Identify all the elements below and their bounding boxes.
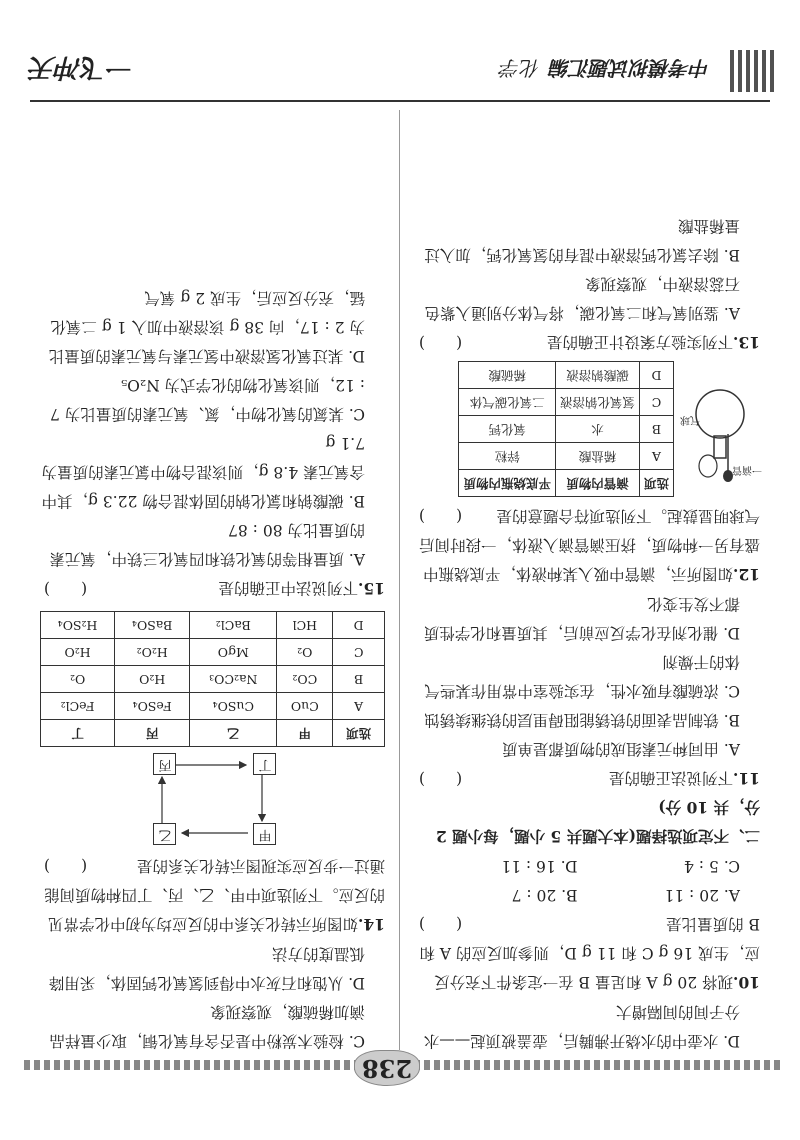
table-cell: CuO: [277, 693, 333, 720]
q10-option-a: A. 20 : 11: [664, 886, 740, 904]
q12-table: [458, 361, 674, 497]
page-number-badge: [354, 1050, 420, 1086]
node-jia: 甲: [253, 823, 276, 845]
q15-paren: ( ): [44, 580, 88, 598]
q10-option-b: B. 20 : 7: [511, 886, 578, 904]
q15-stem: 下列说法中正确的是: [218, 579, 359, 597]
q11-stem: 下列说法正确的是: [609, 769, 734, 787]
table-cell: C: [639, 389, 673, 416]
question-13: [415, 327, 760, 357]
q12-table-header: [459, 470, 674, 497]
table-cell: FeSO₄: [115, 693, 190, 720]
table-header-cell: 丁: [41, 720, 115, 747]
table-header-cell: 乙: [190, 720, 277, 747]
table-cell: H₂SO₄: [41, 612, 115, 639]
q15-option-b: B. 碳酸钠和氯化钠的固体混合物 22.3 g，其中含氧元素 4.8 g，则该混合物中氯元素的质量为 7.1 g: [41, 434, 365, 510]
table-cell: CuSO₄: [190, 693, 277, 720]
q13-option-c: C. 检验木炭粉中是否含有氧化铜，取少量样品滴加稀硫酸，观察现象: [49, 1003, 365, 1050]
brand-logo: 一飞冲天: [30, 52, 135, 82]
q12-paren: ( ): [419, 507, 463, 525]
table-cell: 水: [555, 416, 639, 443]
column-divider: [399, 110, 400, 1050]
question-14: [40, 851, 385, 939]
q10-paren: ( ): [419, 915, 463, 933]
header-rule: [30, 100, 770, 102]
q14-number: 14.: [358, 915, 385, 934]
q15-option-a: A. 质量相等的氧化铁和四氧化三铁中，氧元素的质量比为 80 : 87: [49, 521, 365, 568]
q13-stem: 下列实验方案设计正确的是: [547, 333, 734, 351]
table-cell: A: [639, 443, 673, 470]
question-15: [40, 573, 385, 603]
q12-th-option: 选项: [639, 470, 673, 497]
q10-number: 10.: [733, 973, 760, 992]
page-number-band: [0, 1054, 800, 1100]
q10-option-c: C. 5 : 4: [684, 857, 740, 875]
flask-diagram: [680, 374, 760, 484]
q10-stem: 现将 20 g A 和足量 B 在一定条件下充分反应，生成 16 g C 和 11 g D，则参加反应的 A 和 B 的质量比是: [419, 915, 760, 991]
table-cell: 氢氧化钠溶液: [555, 389, 639, 416]
table-cell: 稀硫酸: [459, 362, 556, 389]
table-row: [41, 639, 385, 666]
q12-stem: 如图所示，滴管中吸入某种液体，平底烧瓶中盛有另一种物质，挤压滴管滴入液体，一段时间后气球明显鼓起。下列选项符合题意的是: [418, 507, 760, 583]
q12-figure-row: [415, 361, 760, 497]
subject-label: 化学: [500, 56, 540, 80]
table-cell: H₂O: [41, 639, 115, 666]
q15-option-c: C. 某氮的氧化物中，氮、氧元素的质量比为 7 : 12，则该氧化物的化学式为 N₂O₅: [50, 376, 365, 423]
q14-diagram: [143, 753, 283, 845]
table-cell: 二氧化碳气体: [459, 389, 556, 416]
label-dropper: 一滴管: [732, 464, 762, 475]
table-cell: MgO: [190, 639, 277, 666]
q14-table-header: [41, 720, 385, 747]
node-yi: 乙: [153, 823, 176, 845]
q15-number: 15.: [358, 579, 385, 598]
table-cell: D: [639, 362, 673, 389]
q11-option-a: A. 由同种元素组成的物质都是单质: [501, 740, 740, 758]
q12-th-flask: 平底烧瓶内物质: [459, 470, 556, 497]
q10-options: [415, 851, 760, 909]
table-header-cell: 丙: [115, 720, 190, 747]
table-cell: 锌粒: [459, 443, 556, 470]
table-cell: 碳酸钠溶液: [555, 362, 639, 389]
question-12: [415, 501, 760, 589]
node-ding: 丁: [253, 753, 276, 775]
left-column: [415, 211, 760, 1055]
table-cell: C: [333, 639, 385, 666]
label-balloon: 气球: [680, 414, 700, 425]
question-10: [415, 909, 760, 997]
series-title: 中考模拟试题汇编: [550, 56, 710, 80]
q11-option-b: B. 铁制品表面的铁锈能阻碍里层的铁继续锈蚀: [424, 711, 740, 729]
table-cell: 稀盐酸: [555, 443, 639, 470]
table-cell: BaSO₄: [115, 612, 190, 639]
q14-stem: 如图所示转化关系中的反应均为初中化学常见的反应。下列选项中甲、乙、丙、丁四种物质间能通过一步反应实现图示转化关系的是: [43, 857, 385, 933]
table-row: [41, 693, 385, 720]
table-cell: D: [333, 612, 385, 639]
q12-number: 12.: [733, 565, 760, 584]
table-cell: BaCl₂: [190, 612, 277, 639]
table-row: [41, 612, 385, 639]
table-row: [459, 416, 674, 443]
right-column: [40, 283, 385, 1055]
section-2-heading: 二、不定项选择题(本大题共 5 小题，每小题 2 分，共 10 分): [435, 798, 760, 846]
q14-table: [40, 611, 385, 747]
table-cell: O₂: [41, 666, 115, 693]
table-cell: B: [333, 666, 385, 693]
checker-logo: [726, 50, 774, 92]
q10-option-d: D. 16 : 11: [501, 857, 578, 875]
table-cell: Na₂CO₃: [190, 666, 277, 693]
table-header-cell: 选项: [333, 720, 385, 747]
q13-option-a: A. 鉴别氧气和二氧化碳，将气体分别通入紫色石蕊溶液中，观察现象: [424, 275, 740, 322]
table-cell: HCl: [277, 612, 333, 639]
q12-th-dropper: 滴管内物质: [555, 470, 639, 497]
table-cell: 氧化钙: [459, 416, 556, 443]
table-cell: O₂: [277, 639, 333, 666]
question-11: [415, 763, 760, 793]
table-cell: H₂O₂: [115, 639, 190, 666]
table-header-cell: 甲: [277, 720, 333, 747]
page-number: 238: [361, 1054, 413, 1083]
table-cell: A: [333, 693, 385, 720]
q11-option-c: C. 浓硫酸有吸水性，在实验室中常用作某些气体的干燥剂: [424, 653, 740, 700]
q9-option-d: D. 水壶中的水烧开沸腾后，壶盖被顶起——水分子间的间隔增大: [423, 1003, 740, 1050]
q14-paren: ( ): [44, 857, 88, 875]
page-header: [0, 0, 800, 110]
table-cell: B: [639, 416, 673, 443]
table-cell: H₂O: [115, 666, 190, 693]
table-cell: CO₂: [277, 666, 333, 693]
q11-paren: ( ): [419, 770, 463, 788]
table-row: [41, 666, 385, 693]
table-row: [459, 389, 674, 416]
table-cell: FeCl₂: [41, 693, 115, 720]
table-row: [459, 362, 674, 389]
q15-option-d: D. 某过氧化氢溶液中氢元素与氧元素的质量比为 2 : 17，向 38 g 该溶液中加入 1 g 二氧化锰，充分反应后，生成 2 g 氧气: [48, 289, 365, 365]
q13-number: 13.: [733, 333, 760, 352]
node-bing: 丙: [153, 753, 176, 775]
q13-option-d: D. 从饱和石灰水中得到氢氧化钙固体，采用降低温度的方法: [48, 945, 365, 992]
q11-option-d: D. 催化剂在化学反应前后，其质量和化学性质都不发生变化: [423, 595, 740, 642]
q13-paren: ( ): [419, 334, 463, 352]
q11-number: 11.: [733, 769, 760, 788]
q13-option-b: B. 除去氯化钙溶液中混有的氢氧化钙，加入过量稀盐酸: [424, 217, 740, 264]
table-row: [459, 443, 674, 470]
